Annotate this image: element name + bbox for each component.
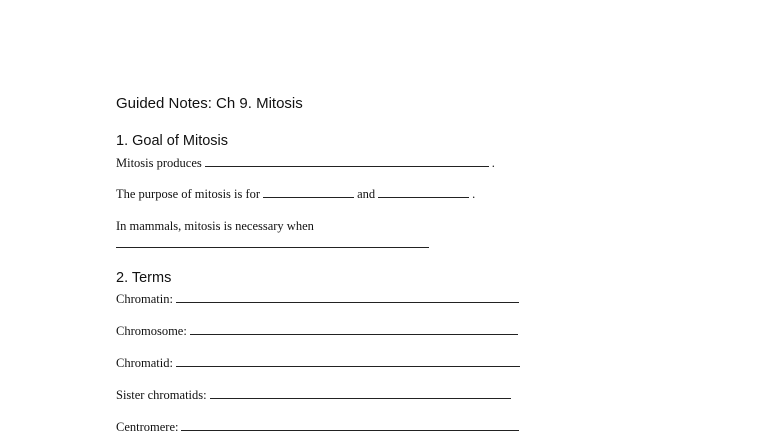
answer-blank[interactable] (205, 155, 489, 167)
answer-blank[interactable] (181, 419, 519, 431)
line-punctuation: . (491, 156, 495, 170)
line-text: In mammals, mitosis is necessary when (116, 219, 314, 233)
line-text: Mitosis produces (116, 156, 202, 170)
line-punctuation: . (472, 187, 476, 201)
term-line-chromatin (116, 291, 522, 307)
notes-line-mammals-blank (116, 236, 432, 248)
answer-blank[interactable] (210, 387, 511, 399)
answer-blank[interactable] (378, 186, 469, 198)
term-line-sister-chromatids (116, 387, 514, 403)
section-heading-goal: 1. Goal of Mitosis (116, 133, 229, 149)
answer-blank[interactable] (116, 236, 429, 248)
term-label: Sister chromatids: (116, 388, 207, 402)
term-line-centromere (116, 419, 522, 435)
term-label: Chromosome: (116, 324, 187, 338)
term-line-chromosome (116, 323, 521, 339)
answer-blank[interactable] (263, 186, 354, 198)
section-heading-terms: 2. Terms (116, 270, 172, 286)
term-label: Centromere: (116, 420, 179, 434)
notes-line-mammals (116, 218, 314, 234)
term-line-chromatid (116, 355, 523, 371)
line-text: and (357, 187, 376, 201)
notes-line-purpose (116, 186, 475, 202)
answer-blank[interactable] (176, 291, 519, 303)
line-text: The purpose of mitosis is for (116, 187, 261, 201)
notes-line-produces (116, 155, 495, 171)
term-label: Chromatin: (116, 292, 173, 306)
answer-blank[interactable] (176, 355, 520, 367)
answer-blank[interactable] (190, 323, 518, 335)
term-label: Chromatid: (116, 356, 173, 370)
document-title: Guided Notes: Ch 9. Mitosis (116, 95, 303, 112)
